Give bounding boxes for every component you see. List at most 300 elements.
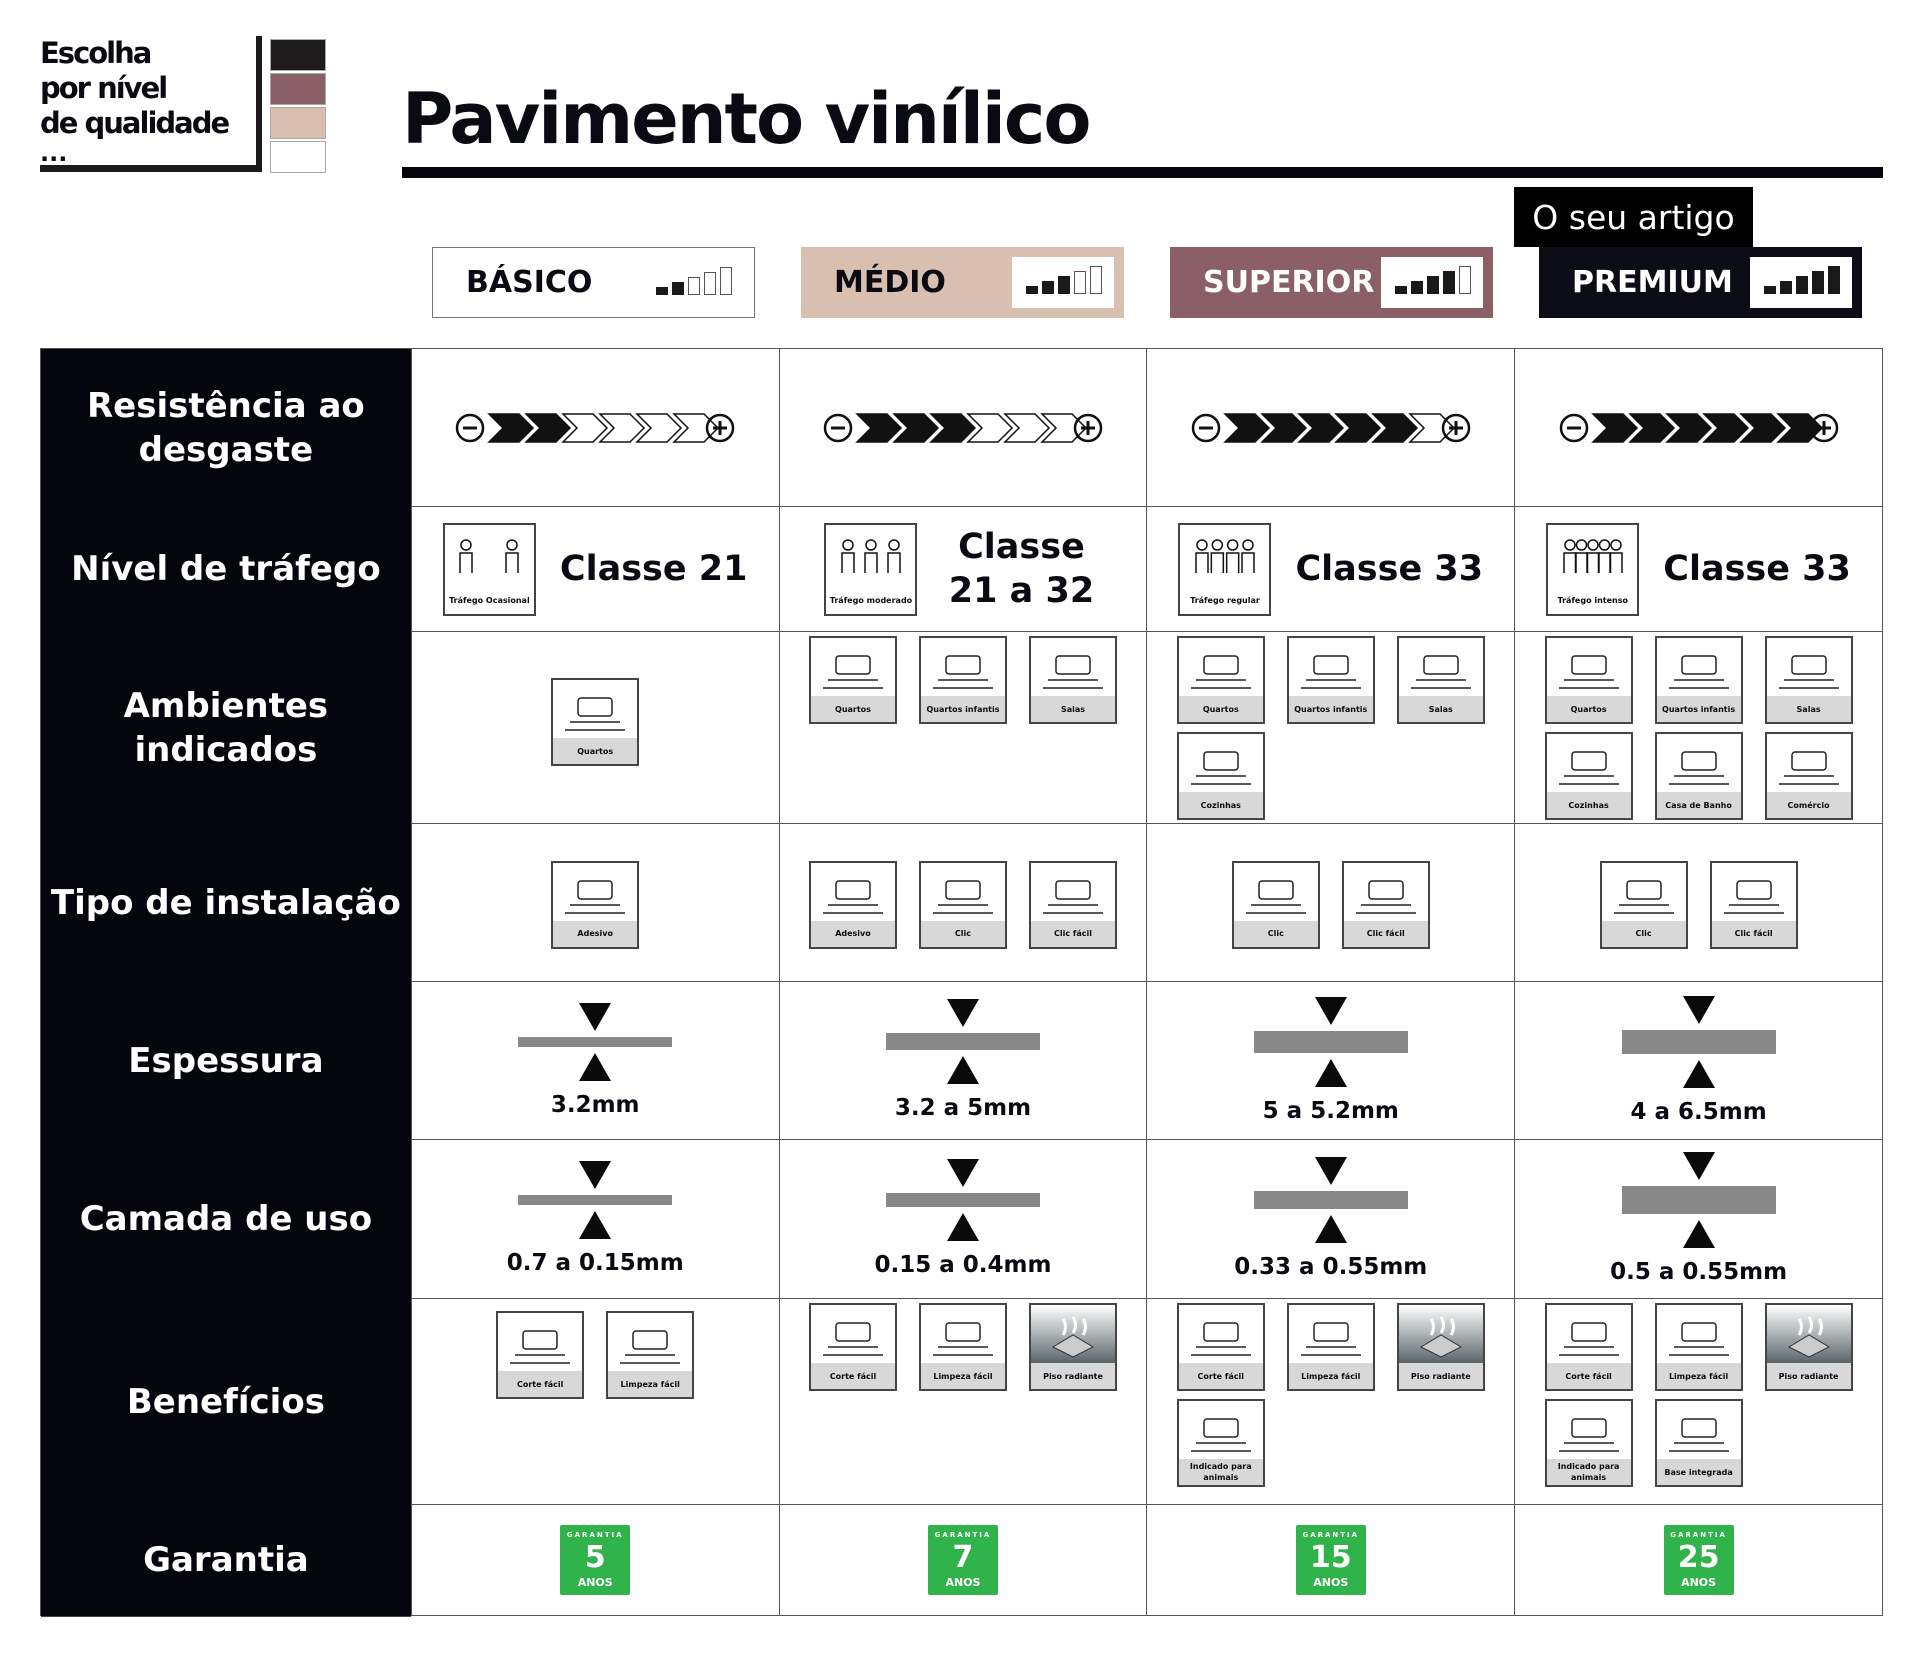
thickness-indicator [1254, 997, 1408, 1125]
signal-bar [1090, 266, 1102, 294]
icon-tile-Clic fácil [1710, 861, 1798, 949]
Quartos-icon [811, 638, 895, 696]
cell-thickness [779, 982, 1147, 1139]
wear-value: 0.15 a 0.4mm [874, 1252, 1052, 1278]
cell-resistance [1146, 349, 1514, 506]
logo-line: de qualidade [40, 106, 229, 140]
Clic-icon [921, 863, 1005, 921]
Limpeza fácil-icon [608, 1313, 692, 1371]
icon-tile-Clic fácil [1342, 861, 1430, 949]
thickness-indicator [518, 1003, 672, 1119]
icon-tile-Comércio [1765, 732, 1853, 820]
traffic-level [1546, 523, 1851, 616]
logo-line: Escolha [40, 36, 151, 70]
Quartos-icon [1547, 638, 1631, 696]
icon-tile-Quartos [551, 678, 639, 766]
icon-tile-Corte fácil [1177, 1303, 1265, 1391]
traffic-icon-label: Tráfego moderado [826, 588, 915, 614]
icon-tile-Quartos [1177, 636, 1265, 724]
cell-benefits [1514, 1299, 1882, 1504]
icon-tile-label: Quartos [1179, 696, 1263, 722]
Quartos-icon [1179, 638, 1263, 696]
wear-indicator [875, 1159, 1052, 1279]
wear-indicator [1234, 1157, 1427, 1281]
Clic-icon [1234, 863, 1318, 921]
thickness-bar [886, 1033, 1040, 1050]
signal-bar [656, 287, 668, 295]
icon-tile-Clic [1232, 861, 1320, 949]
icon-tile-Salas [1397, 636, 1485, 724]
rooms-icons [1177, 632, 1485, 820]
page-title: Pavimento vinílico [402, 78, 1090, 160]
benefits-icons [496, 1299, 694, 1399]
icon-tile-Base integrada [1655, 1399, 1743, 1487]
warranty-badge [1296, 1525, 1366, 1595]
warranty-badge [928, 1525, 998, 1595]
arrow-up-icon [579, 1211, 611, 1239]
arrow-up-icon [1315, 1215, 1347, 1243]
row-label-benefits: Benefícios [41, 1299, 411, 1506]
Cozinhas-icon [1547, 734, 1631, 792]
benefits-icons [1177, 1299, 1485, 1487]
signal-bar [1058, 276, 1070, 294]
icon-tile-Piso radiante [1397, 1303, 1485, 1391]
icon-tile-Cozinhas [1545, 732, 1633, 820]
signal-level-icon [642, 258, 744, 309]
resistance-scale [455, 411, 735, 445]
arrow-up-icon [947, 1056, 979, 1084]
signal-bar [1443, 271, 1455, 294]
cell-warranty [1514, 1505, 1882, 1615]
Salas-icon [1767, 638, 1851, 696]
icon-tile-label: Piso radiante [1399, 1363, 1483, 1389]
icon-tile-label: Quartos [811, 696, 895, 722]
Quartos infantis-icon [1657, 638, 1741, 696]
arrow-down-icon [947, 999, 979, 1027]
icon-tile-label: Limpeza fácil [608, 1371, 692, 1397]
resistance-chevron [1593, 414, 1637, 442]
cell-rooms [779, 632, 1147, 823]
resistance-scale [1191, 411, 1471, 445]
resistance-scale [823, 411, 1103, 445]
logo-line: por nível [40, 71, 167, 105]
cell-traffic [1514, 507, 1882, 631]
icon-tile-Salas [1029, 636, 1117, 724]
signal-bar [1411, 281, 1423, 294]
signal-bar [1395, 286, 1407, 294]
cell-install [411, 824, 779, 981]
traffic-icon-label: Tráfego Ocasional [445, 588, 534, 614]
icon-tile-label: Corte fácil [811, 1363, 895, 1389]
Clic fácil-icon [1031, 863, 1115, 921]
Comércio-icon [1767, 734, 1851, 792]
cell-traffic [411, 507, 779, 631]
people-2-icon [445, 525, 534, 588]
Clic-icon [1602, 863, 1686, 921]
icon-tile-Adesivo [809, 861, 897, 949]
wear-indicator [507, 1161, 684, 1277]
arrow-up-icon [947, 1213, 979, 1241]
icon-tile-label: Salas [1399, 696, 1483, 722]
cell-thickness [1514, 982, 1882, 1139]
icon-tile-Clic fácil [1029, 861, 1117, 949]
icon-tile-label: Quartos infantis [921, 696, 1005, 722]
arrow-down-icon [1683, 996, 1715, 1024]
row-wear [41, 1140, 1882, 1299]
cell-resistance [411, 349, 779, 506]
icon-tile-label: Clic [921, 921, 1005, 947]
wear-bar [518, 1195, 672, 1205]
icon-tile-label: Clic fácil [1031, 921, 1115, 947]
icon-tile-Piso radiante [1029, 1303, 1117, 1391]
resistance-chevron [1225, 414, 1269, 442]
icon-tile-Quartos [1545, 636, 1633, 724]
warranty-bottom: ANOS [945, 1576, 981, 1589]
icon-tile-Clic [919, 861, 1007, 949]
signal-bar [720, 267, 732, 295]
row-label-traffic: Nível de tráfego [41, 507, 411, 633]
Indicado para animais-icon [1547, 1401, 1631, 1459]
install-icons [1600, 857, 1798, 949]
cell-wear [779, 1140, 1147, 1298]
tier-name: SUPERIOR [1203, 265, 1375, 300]
warranty-top: GARANTIA [1302, 1531, 1360, 1539]
cell-resistance [779, 349, 1147, 506]
arrow-down-icon [579, 1161, 611, 1189]
Clic fácil-icon [1712, 863, 1796, 921]
cell-warranty [1146, 1505, 1514, 1615]
signal-bar [1042, 281, 1054, 294]
icon-tile-label: Quartos [553, 738, 637, 764]
icon-tile-label: Adesivo [553, 921, 637, 947]
icon-tile-label: Quartos infantis [1657, 696, 1741, 722]
icon-tile-label: Salas [1767, 696, 1851, 722]
icon-tile-label: Limpeza fácil [1657, 1363, 1741, 1389]
icon-tile-Casa de Banho [1655, 732, 1743, 820]
arrow-down-icon [1315, 997, 1347, 1025]
icon-tile-Adesivo [551, 861, 639, 949]
thickness-value: 4 a 6.5mm [1630, 1098, 1767, 1125]
thickness-bar [1254, 1031, 1408, 1053]
warranty-top: GARANTIA [566, 1531, 624, 1539]
icon-tile-Corte fácil [1545, 1303, 1633, 1391]
traffic-level [824, 523, 1101, 616]
quality-swatch [270, 141, 326, 173]
cell-resistance [1514, 349, 1882, 506]
signal-bar [1459, 266, 1471, 294]
thickness-bar [518, 1037, 672, 1047]
icon-tile-label: Limpeza fácil [921, 1363, 1005, 1389]
icon-tile-label: Cozinhas [1179, 792, 1263, 818]
Piso radiante-icon [1399, 1305, 1483, 1363]
Cozinhas-icon [1179, 734, 1263, 792]
icon-tile-Corte fácil [809, 1303, 897, 1391]
thickness-value: 3.2mm [550, 1091, 640, 1118]
icon-tile-label: Base integrada [1657, 1459, 1741, 1485]
benefits-icons [809, 1299, 1117, 1391]
arrow-up-icon [1683, 1060, 1715, 1088]
traffic-icon-tile [824, 523, 917, 616]
icon-tile-label: Clic fácil [1344, 921, 1428, 947]
Salas-icon [1031, 638, 1115, 696]
Limpeza fácil-icon [1657, 1305, 1741, 1363]
resistance-scale [1559, 411, 1839, 445]
logo-dots: ... [40, 139, 68, 167]
Piso radiante-icon [1767, 1305, 1851, 1363]
signal-bar [1427, 276, 1439, 294]
minus-icon [825, 415, 851, 441]
Quartos infantis-icon [1289, 638, 1373, 696]
icon-tile-Clic [1600, 861, 1688, 949]
wear-value: 0.7 a 0.15mm [506, 1250, 684, 1276]
Limpeza fácil-icon [921, 1305, 1005, 1363]
minus-icon [1561, 415, 1587, 441]
cell-wear [411, 1140, 779, 1298]
Limpeza fácil-icon [1289, 1305, 1373, 1363]
icon-tile-label: Salas [1031, 696, 1115, 722]
warranty-bottom: ANOS [577, 1576, 613, 1589]
row-rooms [41, 632, 1882, 824]
arrow-down-icon [579, 1003, 611, 1031]
tier-name: PREMIUM [1572, 265, 1733, 300]
warranty-years: 25 [1677, 1540, 1720, 1575]
Adesivo-icon [553, 863, 637, 921]
signal-level-icon [1012, 257, 1114, 308]
icon-tile-Corte fácil [496, 1311, 584, 1399]
people-3-icon [826, 525, 915, 588]
tier-badge-básico [432, 247, 755, 318]
traffic-icon-tile [1546, 523, 1639, 616]
icon-tile-label: Adesivo [811, 921, 895, 947]
cell-warranty [779, 1505, 1147, 1615]
icon-tile-label: Clic [1602, 921, 1686, 947]
signal-bar [688, 277, 700, 295]
people-4-icon [1180, 525, 1269, 588]
Clic fácil-icon [1344, 863, 1428, 921]
comparison-table [40, 348, 1883, 1616]
traffic-icon-label: Tráfego intenso [1548, 588, 1637, 614]
row-warranty [41, 1505, 1882, 1615]
tier-name: BÁSICO [466, 265, 593, 300]
Casa de Banho-icon [1657, 734, 1741, 792]
icon-tile-label: Corte fácil [1179, 1363, 1263, 1389]
cell-benefits [411, 1299, 779, 1504]
row-label-thickness: Espessura [41, 982, 411, 1141]
cell-benefits [1146, 1299, 1514, 1504]
arrow-up-icon [1315, 1059, 1347, 1087]
Corte fácil-icon [811, 1305, 895, 1363]
cell-wear [1514, 1140, 1882, 1298]
minus-icon [1193, 415, 1219, 441]
cell-warranty [411, 1505, 779, 1615]
install-icons [1232, 857, 1430, 949]
wear-value: 0.5 a 0.55mm [1610, 1259, 1788, 1285]
icon-tile-label: Cozinhas [1547, 792, 1631, 818]
traffic-class: Classe 21 a 32 [948, 527, 1095, 611]
Quartos infantis-icon [921, 638, 1005, 696]
quality-swatch [270, 107, 326, 139]
warranty-years: 5 [584, 1540, 606, 1575]
Piso radiante-icon [1031, 1305, 1115, 1363]
icon-tile-label: Corte fácil [498, 1371, 582, 1397]
cell-rooms [411, 632, 779, 823]
icon-tile-Cozinhas [1177, 732, 1265, 820]
icon-tile-Indicado para animais [1545, 1399, 1633, 1487]
icon-tile-label: Quartos infantis [1289, 696, 1373, 722]
thickness-value: 3.2 a 5mm [894, 1095, 1032, 1121]
install-icons [809, 857, 1117, 949]
row-label-wear: Camada de uso [41, 1140, 411, 1300]
row-install [41, 824, 1882, 982]
traffic-class: Classe 33 [1663, 549, 1851, 589]
arrow-down-icon [947, 1159, 979, 1187]
minus-icon [457, 415, 483, 441]
icon-tile-label: Clic [1234, 921, 1318, 947]
install-icons [551, 857, 639, 949]
warranty-years: 7 [952, 1540, 974, 1575]
icon-tile-label: Piso radiante [1031, 1363, 1115, 1389]
cell-install [779, 824, 1147, 981]
resistance-chevron [857, 414, 901, 442]
icon-tile-Quartos infantis [919, 636, 1007, 724]
warranty-top: GARANTIA [1670, 1531, 1727, 1539]
cell-thickness [411, 982, 779, 1139]
rooms-icons [551, 632, 639, 766]
rooms-icons [809, 632, 1117, 724]
cell-rooms [1146, 632, 1514, 823]
icon-tile-Quartos infantis [1287, 636, 1375, 724]
icon-tile-Quartos infantis [1655, 636, 1743, 724]
traffic-icon-tile [443, 523, 536, 616]
Base integrada-icon [1657, 1401, 1741, 1459]
warranty-years: 15 [1309, 1540, 1352, 1575]
quality-swatches [270, 39, 326, 175]
Salas-icon [1399, 638, 1483, 696]
Corte fácil-icon [1179, 1305, 1263, 1363]
arrow-up-icon [1683, 1220, 1715, 1248]
tier-name: MÉDIO [834, 265, 946, 300]
wear-bar [1622, 1186, 1776, 1214]
icon-tile-Indicado para animais [1177, 1399, 1265, 1487]
title-rule [402, 167, 1883, 178]
cell-install [1514, 824, 1882, 981]
Corte fácil-icon [1547, 1305, 1631, 1363]
tier-badge-superior [1170, 247, 1493, 318]
warranty-badge [560, 1525, 630, 1595]
icon-tile-Limpeza fácil [606, 1311, 694, 1399]
your-item-label: O seu artigo [1514, 187, 1753, 247]
cell-benefits [779, 1299, 1147, 1504]
wear-indicator [1610, 1152, 1787, 1286]
warranty-badge [1664, 1525, 1734, 1595]
quality-logo [40, 36, 262, 172]
cell-rooms [1514, 632, 1882, 823]
Quartos-icon [553, 680, 637, 738]
warranty-bottom: ANOS [1313, 1576, 1349, 1589]
icon-tile-Piso radiante [1765, 1303, 1853, 1391]
icon-tile-label: Casa de Banho [1657, 792, 1741, 818]
wear-value: 0.33 a 0.55mm [1234, 1254, 1428, 1280]
traffic-level [443, 523, 748, 616]
icon-tile-label: Limpeza fácil [1289, 1363, 1373, 1389]
row-resistance [41, 349, 1882, 507]
icon-tile-label: Indicado para animais [1547, 1459, 1631, 1485]
icon-tile-Limpeza fácil [1287, 1303, 1375, 1391]
quality-swatch [270, 73, 326, 105]
resistance-chevron [489, 414, 533, 442]
signal-bar [704, 272, 716, 295]
signal-level-icon [1381, 257, 1483, 308]
thickness-value: 5 a 5.2mm [1262, 1097, 1399, 1124]
cell-install [1146, 824, 1514, 981]
Corte fácil-icon [498, 1313, 582, 1371]
traffic-class: Classe 33 [1295, 549, 1484, 589]
arrow-down-icon [1683, 1152, 1715, 1180]
cell-wear [1146, 1140, 1514, 1298]
thickness-bar [1622, 1030, 1776, 1054]
signal-bar [1026, 286, 1038, 294]
row-thickness [41, 982, 1882, 1140]
tier-badge-médio [801, 247, 1124, 318]
people-5-icon [1548, 525, 1637, 588]
thickness-indicator [1622, 996, 1776, 1126]
signal-bar [672, 282, 684, 295]
row-label-warranty: Garantia [41, 1505, 411, 1617]
traffic-icon-label: Tráfego regular [1180, 588, 1269, 614]
traffic-icon-tile [1178, 523, 1271, 616]
traffic-class: Classe 21 [559, 549, 748, 589]
arrow-down-icon [1315, 1157, 1347, 1185]
quality-swatch [270, 39, 326, 71]
signal-bar [1780, 281, 1792, 294]
signal-level-icon [1750, 257, 1852, 308]
warranty-top: GARANTIA [934, 1531, 992, 1539]
row-benefits [41, 1299, 1882, 1505]
signal-bar [1074, 271, 1086, 294]
cell-thickness [1146, 982, 1514, 1139]
wear-bar [886, 1193, 1040, 1207]
signal-bar [1812, 271, 1824, 294]
cell-traffic [779, 507, 1147, 631]
row-label-install: Tipo de instalação [41, 824, 411, 983]
icon-tile-label: Piso radiante [1767, 1363, 1851, 1389]
benefits-icons [1545, 1299, 1853, 1487]
icon-tile-label: Quartos [1547, 696, 1631, 722]
row-label-rooms: Ambientes indicados [41, 632, 411, 825]
icon-tile-Limpeza fácil [1655, 1303, 1743, 1391]
tier-badge-premium [1539, 247, 1862, 318]
icon-tile-label: Clic fácil [1712, 921, 1796, 947]
Indicado para animais-icon [1179, 1401, 1263, 1459]
arrow-up-icon [579, 1053, 611, 1081]
signal-bar [1828, 266, 1840, 294]
row-label-resistance: Resistência ao desgaste [41, 349, 411, 508]
icon-tile-label: Comércio [1767, 792, 1851, 818]
icon-tile-Quartos [809, 636, 897, 724]
signal-bar [1796, 276, 1808, 294]
warranty-bottom: ANOS [1681, 1576, 1717, 1589]
rooms-icons [1545, 632, 1853, 820]
icon-tile-Salas [1765, 636, 1853, 724]
icon-tile-label: Corte fácil [1547, 1363, 1631, 1389]
Adesivo-icon [811, 863, 895, 921]
wear-bar [1254, 1191, 1408, 1209]
icon-tile-label: Indicado para animais [1179, 1459, 1263, 1485]
thickness-indicator [886, 999, 1040, 1122]
row-traffic [41, 507, 1882, 632]
traffic-level [1178, 523, 1483, 616]
signal-bar [1764, 286, 1776, 294]
